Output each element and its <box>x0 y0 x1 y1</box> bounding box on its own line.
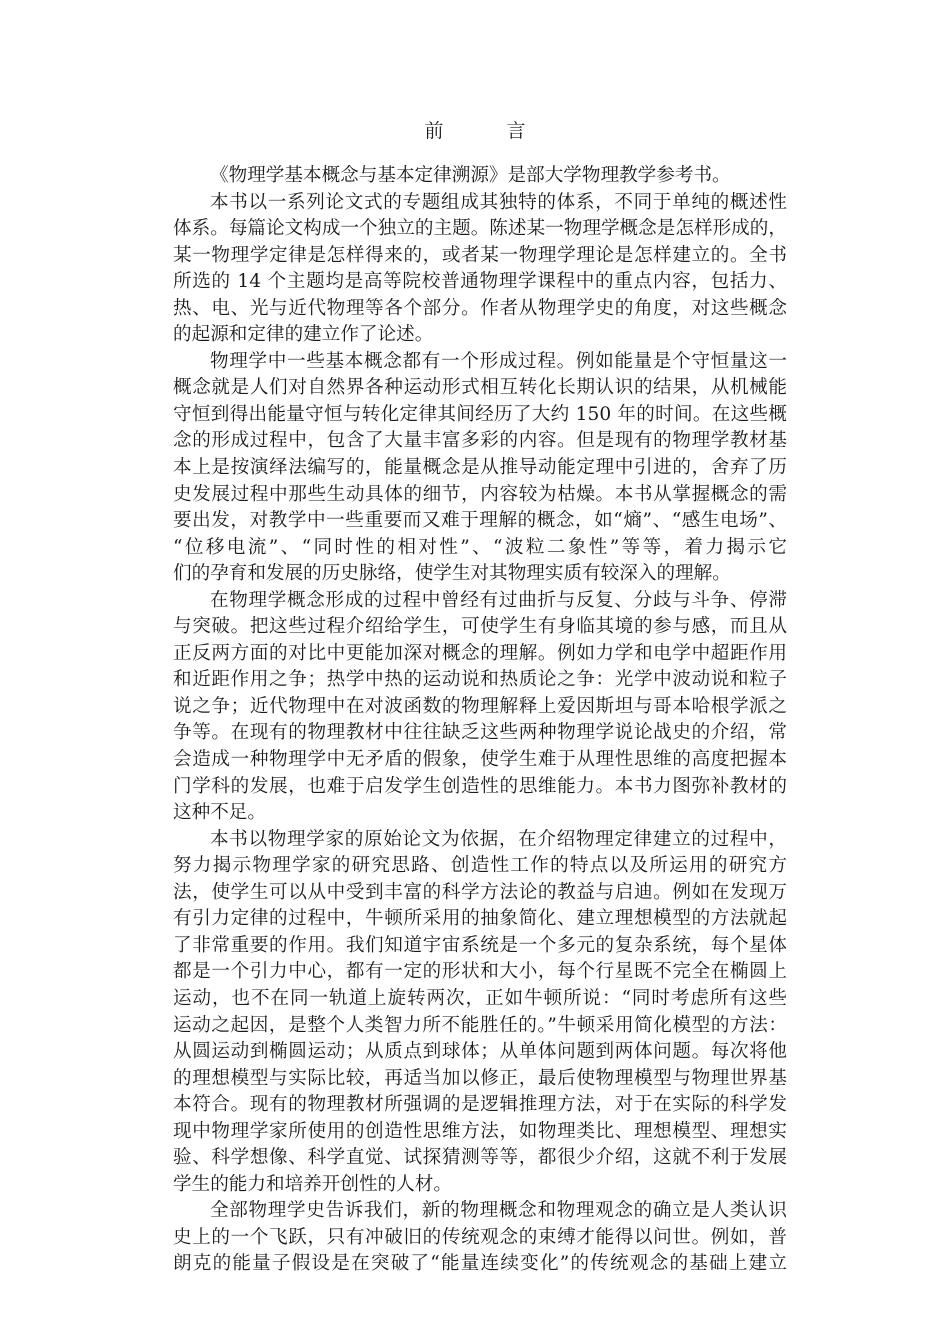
text-line: 热、电、光与近代物理等各个部分。作者从物理学史的角度，对这些概念 <box>173 297 787 319</box>
text-line: 争等。在现有的物理教材中往往缺乏这些两种物理学说论战史的介绍，常 <box>173 722 787 744</box>
text-line: 都是一个引力中心，都有一定的形状和大小，每个行星既不完全在椭圆上 <box>173 961 787 983</box>
text-line: 验、科学想像、科学直觉、试探猜测等等，都很少介绍，这就不利于发展 <box>173 1147 787 1169</box>
text-line: 全部物理学史告诉我们，新的物理概念和物理观念的确立是人类认识 <box>210 1200 787 1222</box>
text-line: 学生的能力和培养开创性的人材。 <box>173 1173 452 1195</box>
text-line: 有引力定律的过程中，牛顿所采用的抽象简化、建立理想模型的方法就起 <box>173 908 787 930</box>
body-text <box>173 163 787 1278</box>
text-line: 运动，也不在同一轨道上旋转两次，正如牛顿所说：“同时考虑所有这些 <box>173 987 787 1009</box>
text-line: 本书以物理学家的原始论文为依据，在介绍物理定律建立的过程中， <box>210 828 787 850</box>
text-line: 本符合。现有的物理教材所强调的是逻辑推理方法，对于在实际的科学发 <box>173 1094 787 1116</box>
text-line: 朗克的能量子假设是在突破了“能量连续变化”的传统观念的基础上建立 <box>173 1253 787 1275</box>
text-line: 与突破。把这些过程介绍给学生，可使学生有身临其境的参与感，而且从 <box>173 616 787 638</box>
text-line: 念的形成过程中，包含了大量丰富多彩的内容。但是现有的物理学教材基 <box>173 430 787 452</box>
text-line: 的起源和定律的建立作了论述。 <box>173 324 434 346</box>
text-line: 在物理学概念形成的过程中曾经有过曲折与反复、分歧与斗争、停滞 <box>210 589 787 611</box>
text-line: 所选的 14 个主题均是高等院校普通物理学课程中的重点内容，包括力、 <box>173 271 787 293</box>
text-line: 从圆运动到椭圆运动；从质点到球体；从单体问题到两体问题。每次将他 <box>173 1041 787 1063</box>
text-line: 运动之起因，是整个人类智力所不能胜任的。”牛顿采用简化模型的方法： <box>173 1014 787 1036</box>
text-line: 某一物理学定律是怎样得来的，或者某一物理学理论是怎样建立的。全书 <box>173 244 787 266</box>
text-line: 本书以一系列论文式的专题组成其独特的体系，不同于单纯的概述性 <box>210 191 787 213</box>
text-line: 正反两方面的对比中更能加深对概念的理解。例如力学和电学中超距作用 <box>173 642 787 664</box>
text-line: 的理想模型与实际比较，再适当加以修正，最后使物理模型与物理世界基 <box>173 1067 787 1089</box>
text-line: 了非常重要的作用。我们知道宇宙系统是一个多元的复杂系统，每个星体 <box>173 934 787 956</box>
text-line: 说之争；近代物理中在对波函数的物理解释上爱因斯坦与哥本哈根学派之 <box>173 695 787 717</box>
text-line: 法，使学生可以从中受到丰富的科学方法论的教益与启迪。例如在发现万 <box>173 881 787 903</box>
text-line: 史上的一个飞跃，只有冲破旧的传统观念的束缚才能得以问世。例如，普 <box>173 1226 787 1248</box>
text-line: 们的孕育和发展的历史脉络，使学生对其物理实质有较深入的理解。 <box>173 563 731 585</box>
text-line: 这种不足。 <box>173 802 266 824</box>
text-line: 体系。每篇论文构成一个独立的主题。陈述某一物理学概念是怎样形成的， <box>173 218 787 240</box>
text-line: 本上是按演绎法编写的，能量概念是从推导动能定理中引进的，舍弃了历 <box>173 457 787 479</box>
text-line: 《物理学基本概念与基本定律溯源》是部大学物理教学参考书。 <box>210 165 731 186</box>
text-line: 史发展过程中那些生动具体的细节，内容较为枯燥。本书从掌握概念的需 <box>173 483 787 505</box>
text-line: 门学科的发展，也难于启发学生创造性的思维能力。本书力图弥补教材的 <box>173 775 787 797</box>
text-line: 守恒到得出能量守恒与转化定律其间经历了大约 150 年的时间。在这些概 <box>173 403 787 425</box>
text-line: 物理学中一些基本概念都有一个形成过程。例如能量是个守恒量这一 <box>210 350 787 372</box>
text-line: 要出发，对教学中一些重要而又难于理解的概念，如“熵”、“感生电场”、 <box>173 510 787 532</box>
text-line: 努力揭示物理学家的研究思路、创造性工作的特点以及所运用的研究方 <box>173 855 787 877</box>
page-title: 前 言 <box>424 120 548 142</box>
text-line: 概念就是人们对自然界各种运动形式相互转化长期认识的结果，从机械能 <box>173 377 787 399</box>
text-line: 会造成一种物理学中无矛盾的假象，使学生难于从理性思维的高度把握本 <box>173 749 787 771</box>
text-line: 现中物理学家所使用的创造性思维方法，如物理类比、理想模型、理想实 <box>173 1120 787 1142</box>
text-line: 和近距作用之争；热学中热的运动说和热质论之争：光学中波动说和粒子 <box>173 669 787 691</box>
text-line: “位移电流”、“同时性的相对性”、“波粒二象性”等等，着力揭示它 <box>173 536 787 558</box>
